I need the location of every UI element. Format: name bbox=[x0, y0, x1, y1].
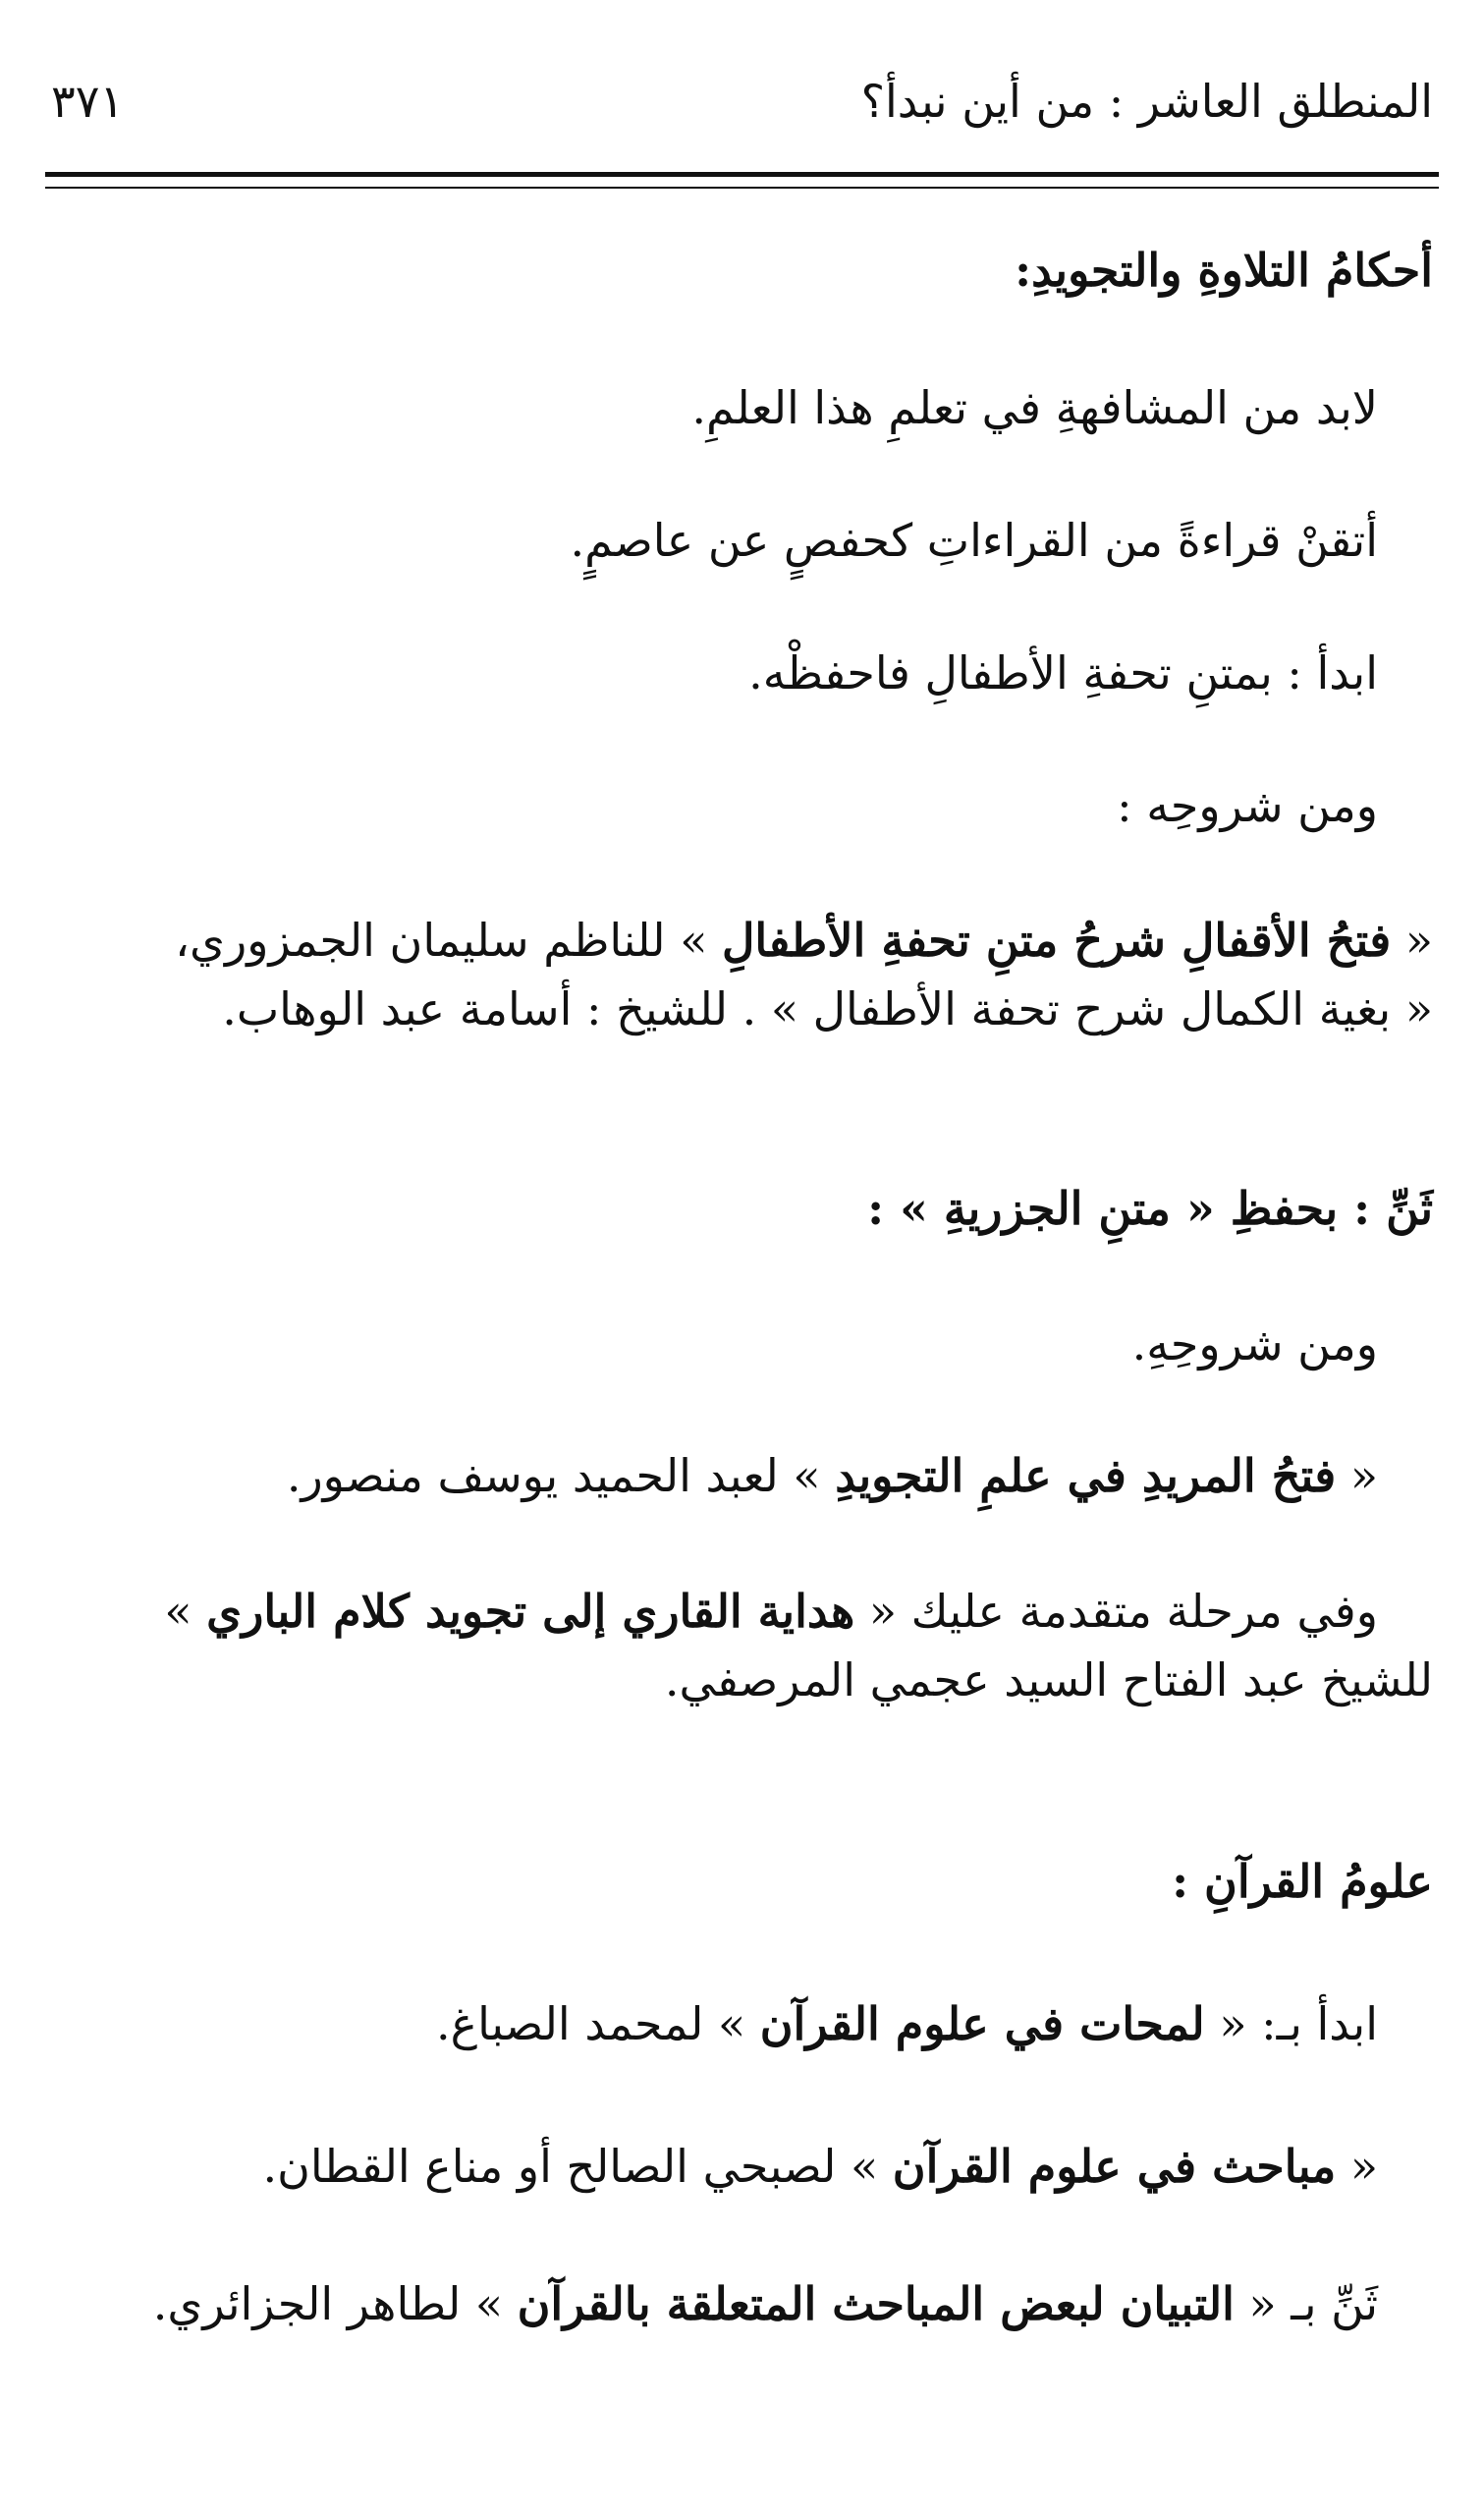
attribution: » لطاهر الجزائري. bbox=[152, 2277, 518, 2330]
attribution: » لصبحي الصالح أو مناع القطان. bbox=[262, 2140, 893, 2193]
paragraph: ومن شروحِه : bbox=[1117, 779, 1378, 832]
attribution: » لعبد الحميد يوسف منصور. bbox=[286, 1449, 836, 1502]
book-title: هداية القاري إلى تجويد كلام الباري bbox=[206, 1585, 855, 1638]
lead-text: وفي مرحلة متقدمة عليك « bbox=[854, 1585, 1378, 1638]
text-line bbox=[45, 1577, 1378, 1646]
paragraph bbox=[153, 2269, 1378, 2338]
paragraph: لابد من المشافهةِ في تعلمِ هذا العلمِ. bbox=[691, 381, 1378, 434]
paragraph: ابدأ : بمتنِ تحفةِ الأطفالِ فاحفظْه. bbox=[748, 646, 1378, 699]
quote-mark: « bbox=[1336, 1449, 1378, 1502]
paragraph-advanced bbox=[45, 1577, 1378, 1646]
lead-text: ثَنِّ بـ « bbox=[1234, 2277, 1378, 2330]
paragraph bbox=[287, 1441, 1378, 1510]
lead-text: ابدأ بـ: « bbox=[1204, 1997, 1378, 2050]
running-title: المنطلق العاشر : من أين نبدأ؟ bbox=[860, 75, 1433, 128]
paragraph-book-list bbox=[45, 906, 1433, 1043]
book-title: التبيان لبعض المباحث المتعلقة بالقرآن bbox=[517, 2277, 1235, 2330]
paragraph bbox=[867, 1174, 1433, 1243]
quote-mark: « bbox=[1336, 2140, 1378, 2193]
lead-text: ثَنِّ : بحفظِ « bbox=[1170, 1182, 1433, 1235]
paragraph: ومن شروحِهِ. bbox=[1131, 1317, 1378, 1370]
attribution: » لمحمد الصباغ. bbox=[436, 1997, 760, 2050]
text-line bbox=[45, 906, 1433, 975]
header-rule-thick bbox=[45, 172, 1439, 177]
section-heading-quran-sciences: علومُ القرآنِ : bbox=[1172, 1855, 1433, 1908]
book-title: فتحُ المريدِ في علمِ التجويدِ bbox=[835, 1449, 1337, 1502]
quote-mark: » bbox=[164, 1585, 207, 1638]
book-title: فتحُ الأقفالِ شرحُ متنِ تحفةِ الأطفالِ bbox=[721, 914, 1392, 967]
text-line: « بغية الكمال شرح تحفة الأطفال » . للشيخ : أسامة عبد الوهاب. bbox=[222, 982, 1433, 1035]
book-title: لمحات في علوم القرآن bbox=[759, 1997, 1205, 2050]
book-title: مباحث في علوم القرآن bbox=[892, 2140, 1337, 2193]
quote-close: » : bbox=[867, 1182, 944, 1235]
paragraph: أتقنْ قراءةً من القراءاتِ كحفصٍ عن عاصمٍ. bbox=[570, 514, 1378, 567]
attribution: » للناظم سليمان الجمزوري، bbox=[175, 914, 722, 967]
header-rule-thin bbox=[45, 187, 1439, 189]
page-number: ٣٧١ bbox=[51, 75, 125, 128]
paragraph bbox=[436, 1989, 1378, 2058]
paragraph-continuation: للشيخ عبد الفتاح السيد عجمي المرصفي. bbox=[664, 1653, 1433, 1706]
quote-mark: « bbox=[1391, 914, 1433, 967]
section-heading-tajweed: أحكامُ التلاوةِ والتجويدِ: bbox=[1015, 244, 1433, 297]
book-title: متنِ الجزريةِ bbox=[943, 1182, 1171, 1235]
paragraph bbox=[262, 2132, 1378, 2201]
